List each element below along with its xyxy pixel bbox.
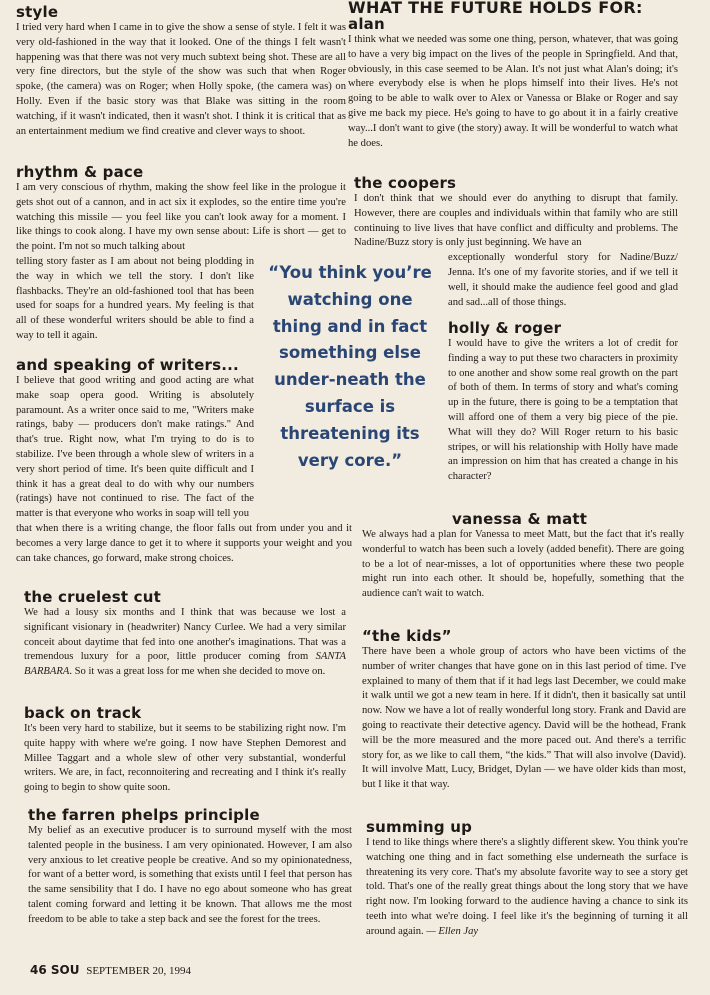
heading-writers: and speaking of writers... — [16, 356, 239, 374]
body-cruelest — [24, 606, 346, 680]
issue-date: SEPTEMBER 20, 1994 — [86, 965, 192, 977]
section-coopers — [354, 175, 678, 310]
body-summing-text: I tend to like things where there's a slightly different skew. You think you're watching one thing and in fact something else underneath the surface is threatening its very core. That's my absolute favorite way to see a story get told. That's one of the really great things about the long story that we have right now. I'm looking forward to the audience having a chance to sink its teeth into what we're doing. I feel like it's the beginning of turning it all around again. — [366, 837, 688, 937]
heading-alan: alan — [348, 15, 385, 33]
byline: — Ellen Jay — [426, 925, 479, 937]
body-farren: My belief as an executive producer is to surround myself with the most talented people in the business. I am very opinionated. However, I am also very anxious to let creative people be creative. And so my opinionatedness, for want of a better word, is something that exists until I feel that person has the same sensibility that I do. I have no ego about someone who has great talent coming forward and letting it be known. That allows me the most freedom to be able to take a step back and see the forest for the trees. — [28, 825, 352, 925]
heading-holly: holly & roger — [448, 319, 562, 337]
page-footer — [30, 963, 191, 977]
section-summing — [366, 819, 688, 940]
body-coopers-wide: I don't think that we should ever do anything to disrupt that family. However, there are couples and individuals within that family who are still continuing to live lives that have conflict and difficulty and problems. The Nadine/Buzz story is only just beginning. We have an — [354, 193, 678, 249]
section-cruelest — [24, 589, 346, 680]
body-cruelest-show: SANTA BARBARA — [24, 651, 346, 678]
body-writers-narrow: I believe that good writing and good acting are what make soap opera good. Writing is absolutely paramount. As a writer once said to me, "Writers make ratings, baby — producers don't make ratings." And that's true. Right now, what I'm trying to do is to stabilize. I've been through a whole slew of writers in a very short period of time. It's been quite difficult and I think it has a great deal to do with why our numbers (ratings) have not continued to rise. The fact of the matter is that everyone who works in soap will tell you — [16, 375, 254, 520]
page-number: 46 SOU — [30, 963, 80, 977]
heading-summing: summing up — [366, 818, 473, 836]
section-farren — [28, 807, 352, 928]
heading-vanessa: vanessa & matt — [452, 510, 588, 528]
body-summing — [366, 836, 688, 940]
section-kids — [362, 628, 686, 793]
body-rhythm-wide: I am very conscious of rhythm, making the show feel like in the prologue it gets shot out of a cannon, and in act six it explodes, so the entire time you're watching this missile — you feel like you can't look away for a moment. I like things to cook along. I have my own sense about: Life is short — get to the point. I'm not so much talking about — [16, 182, 346, 253]
heading-cruelest: the cruelest cut — [24, 588, 161, 606]
section-vanessa — [362, 511, 684, 602]
heading-future: WHAT THE FUTURE HOLDS FOR: — [348, 0, 643, 17]
body-kids: There have been a whole group of actors who have been victims of the number of writer changes that have gone on in this last period of time. I've explained to many of them that if it had legs last December, we could make it walk until we got a new team in here. If it didn't, then it basically sat until now. Now we have a lot of really wonderful long story. Frank and David are going to reactivate their detective agency. David will be the hothead, Frank will be the more measured and the more paced out. And there's a terrific story for, as we like to call them, “the kids.” That will also involve (David). It will involve Matt, Lucy, Bridget, Dylan — we have older kids than most, but I like it that way. — [362, 646, 686, 791]
body-vanessa: We always had a plan for Vanessa to meet Matt, but the fact that it's really wonderful to watch has been such a lovely (added benefit). There are going to be a lot of near-misses, a lot of opportunities where these two people might run into each other. It should be, hopefully, something that the audience can't wait to watch. — [362, 529, 684, 600]
body-rhythm-narrow: telling story faster as I am about not being plodding in the way in which we tell the story. I don't like flashbacks. They're an old-fashioned tool that has been used for soaps for a hundred years. My feeling is that all of these wonderful writers should be able to find a way to tell it again. — [16, 255, 254, 341]
body-coopers-narrow: exceptionally wonderful story for Nadine/Buzz/ Jenna. It's one of my favorite stories, and if we tell it well, it should make the audience feel good and glad and sad...all of those things. — [448, 252, 678, 308]
heading-coopers: the coopers — [354, 174, 457, 192]
section-future — [348, 0, 678, 151]
body-alan: I think what we needed was some one thing, person, whatever, that was going to have a very big impact on the lives of the people in Springfield. And that, obviously, in this case seemed to be Alan. It's not just what Alan's doing; it's where everybody else is when he plops himself into their lives. He's not going to be able to walk over to Alex or Vanessa or Blake or Roger and say give me back my piece. He's going to have to go about it in a fairly creative way...I don't want to give (the story) away. It will be wonderful to watch what he does. — [348, 34, 678, 149]
body-track: It's been very hard to stabilize, but it seems to be stabilizing right now. I'm quite happy with where we're going. I now have Stephen Demorest and Millee Taggart and a whole slew of other very substantial, wonderful writers. We are, in fact, reconnoitering and recreating and I think it's really going to begin to show quite soon. — [24, 723, 346, 794]
section-style — [16, 4, 346, 139]
body-holly: I would have to give the writers a lot of credit for finding a way to put these two characters in proximity to one another and show some real growth on the part of both of them. In terms of story and what's coming up in the future, there is going to be a temptation that will afford one of them a very big piece of the pie. What will they do? Will Roger return to his basic stripes, or will his relationship with Holly have made an impression on him that has created a change in his character? — [448, 338, 678, 483]
pull-quote: “You think you’re watching one thing and in fact something else under-neath the surface is threatening its very core.” — [268, 263, 432, 470]
heading-kids: “the kids” — [362, 627, 452, 645]
heading-farren: the farren phelps principle — [28, 806, 260, 824]
heading-style: style — [16, 3, 59, 21]
body-style: I tried very hard when I came in to give the show a sense of style. I felt it was very old-fashioned in the way that it looked. One of the things I felt wasn't happening was that there was not very much subtext being shot. These are all very fine directors, but the style of the show was such that when Roger spoke, (the camera) was on Roger; when Holly spoke, (the camera was) on Holly. Even if the basic story was that Blake was sitting in the room watching, if it wasn't indicated, then it wasn't shot. I think it is critical that as an entertainment medium we find creative and clever ways to shoot. — [16, 22, 346, 137]
body-writers-wide: that when there is a writing change, the floor falls out from under you and it becomes a very large dance to get it to where it supports your weight and you can take chances, go forward, make strong choices. — [16, 522, 352, 564]
heading-track: back on track — [24, 704, 142, 722]
body-cruelest-a: We had a lousy six months and I think that was because we lost a significant visionary in (headwriter) Nancy Curlee. We had a very similar conceit about daytime that fed into one another's imaginations. That was a tremendous luxury for a poor, little producer coming from — [24, 607, 346, 663]
heading-rhythm: rhythm & pace — [16, 163, 144, 181]
section-track — [24, 705, 346, 796]
body-cruelest-b: . So it was a great loss for me when she decided to move on. — [69, 666, 326, 678]
section-holly — [448, 320, 678, 485]
